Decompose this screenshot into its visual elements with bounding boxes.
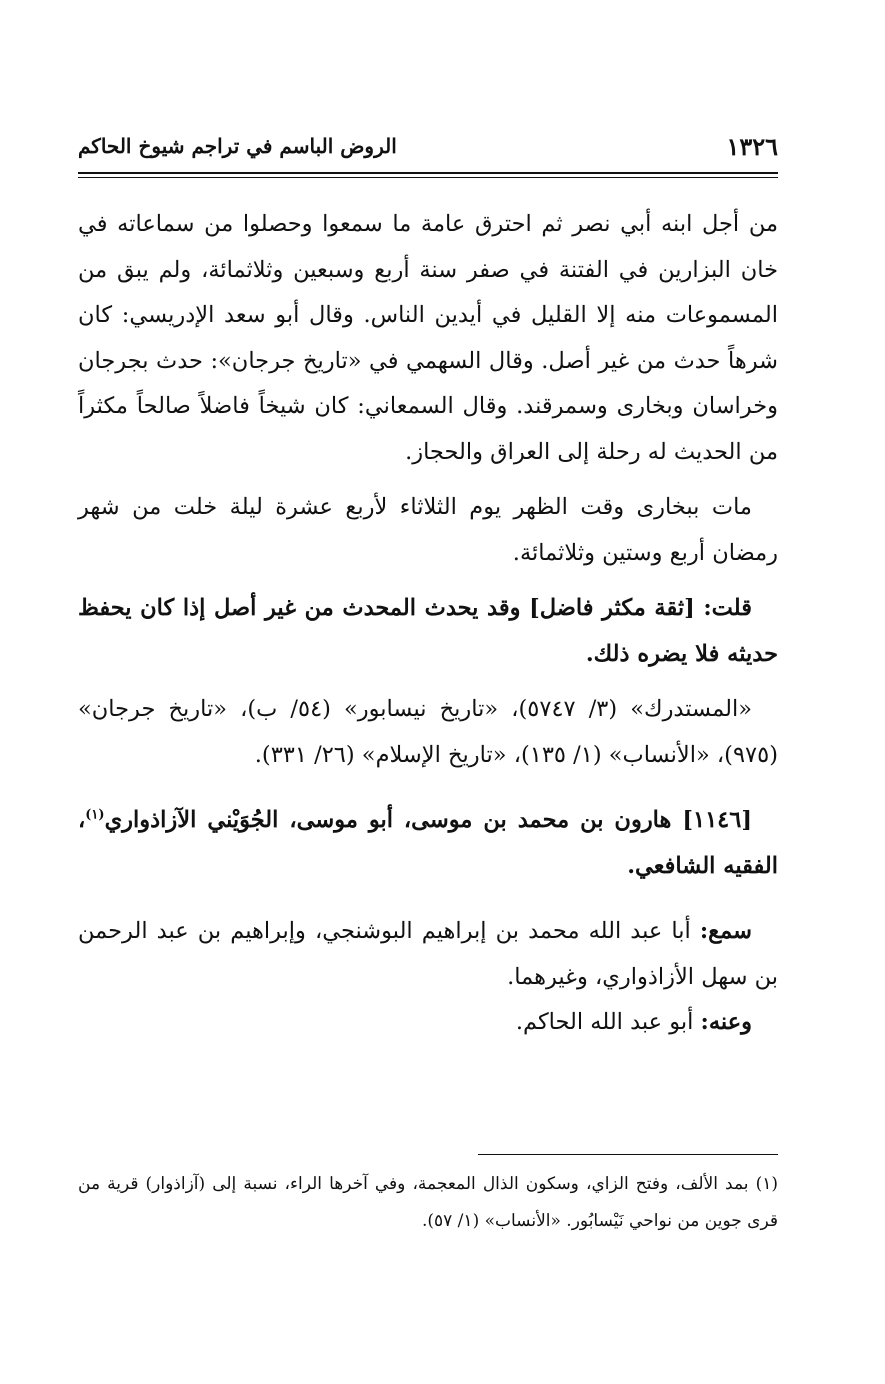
running-title: الروض الباسم في تراجم شيوخ الحاكم (78, 134, 397, 158)
page-number: ١٣٢٦ (726, 132, 778, 161)
main-text (78, 202, 778, 1046)
footnote-ref: (١) (85, 807, 105, 823)
paragraph-verdict: قلت: [ثقة مكثر فاضل] وقد يحدث المحدث من غير أصل إذا كان يحفظ حديثه فلا يضره ذلك. (78, 595, 778, 667)
book-page (78, 130, 778, 1231)
paragraph-teachers (78, 909, 778, 1000)
entry-heading-name: [١١٤٦] هارون بن محمد بن موسى، أبو موسى، الجُوَيْني الآزاذواري (104, 807, 753, 833)
footnotes (78, 1166, 778, 1240)
paragraph-students (78, 1000, 778, 1046)
header-rule-thin (78, 177, 778, 178)
footnote-1: (١) بمد الألف، وفتح الزاي، وسكون الذال المعجمة، وفي آخرها الراء، نسبة إلى (آزاذوار) قرية من قرى جوين من نواحي نَيْسابُور. «الأنساب» (١/ ٥٧). (78, 1174, 778, 1231)
teachers-label: سمع: (699, 918, 752, 944)
paragraph-sources: «المستدرك» (٣/ ٥٧٤٧)، «تاريخ نيسابور» (٥٤/ ب)، «تاريخ جرجان» (٩٧٥)، «الأنساب» (١/ ١٣٥)، «تاريخ الإسلام» (٢٦/ ٣٣١). (78, 696, 778, 768)
page-header (78, 130, 778, 170)
students-label: وعنه: (700, 1009, 752, 1035)
entry-heading-tail: ، الفقيه الشافعي. (78, 807, 778, 879)
entry-heading (78, 798, 778, 889)
header-rule (78, 172, 778, 174)
students-text: أبو عبد الله الحاكم. (515, 1009, 701, 1035)
teachers-text: أبا عبد الله محمد بن إبراهيم البوشنجي، وإبراهيم بن عبد الرحمن بن سهل الأزاذواري، وغيرهما. (78, 918, 778, 990)
paragraph-death: مات ببخارى وقت الظهر يوم الثلاثاء لأربع عشرة ليلة خلت من شهر رمضان أربع وستين وثلاثمائة. (78, 494, 778, 566)
paragraph-biography-continued: من أجل ابنه أبي نصر ثم احترق عامة ما سمعوا وحصلوا من سماعاته في خان البزارين في الفتنة في صفر سنة أربع وسبعين وثلاثمائة، ولم يبق من المسموعات منه إلا القليل في أيدين الناس. وقال أبو سعد الإدريسي: كان شرهاً حدث من غير أصل. وقال السهمي في «تاريخ جرجان»: حدث بجرجان وخراسان وبخارى وسمرقند. وقال السمعاني: كان شيخاً فاضلاً صالحاً مكثراً من الحديث له رحلة إلى العراق والحجاز. (78, 211, 778, 465)
footnote-separator (478, 1154, 778, 1155)
